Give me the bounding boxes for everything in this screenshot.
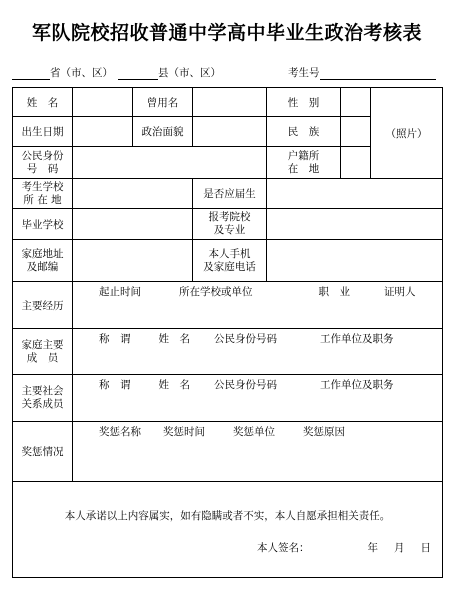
signature-month: 月 <box>394 542 405 554</box>
awards-col: 奖惩名称 <box>99 426 141 438</box>
awards-section[interactable] <box>73 422 443 482</box>
birth-label: 出生日期 <box>13 117 73 147</box>
signature-year: 年 <box>367 542 378 554</box>
province-label: 省（市、区） <box>50 67 113 79</box>
birth-field[interactable] <box>73 117 133 147</box>
huji-label: 户籍所 在 地 <box>267 147 341 179</box>
family-col: 称 谓 <box>99 333 131 345</box>
experience-col: 职 业 <box>318 286 350 298</box>
experience-label: 主要经历 <box>13 282 73 329</box>
phone-label: 本人手机 及家庭电话 <box>193 240 267 282</box>
address-label: 家庭地址 及邮编 <box>13 240 73 282</box>
experience-column-headers <box>73 282 442 299</box>
family-column-headers <box>73 329 442 346</box>
family-col: 公民身份号码 <box>214 333 277 345</box>
ethnic-field[interactable] <box>341 117 371 147</box>
phone-field[interactable] <box>267 240 443 282</box>
experience-section[interactable] <box>73 282 443 329</box>
name-label: 姓 名 <box>13 88 73 117</box>
social-label: 主要社会 关系成员 <box>13 375 73 422</box>
family-col: 工作单位及职务 <box>320 333 394 345</box>
photo-label: （照片） <box>385 127 428 140</box>
former-name-label: 曾用名 <box>133 88 193 117</box>
experience-col: 证明人 <box>384 286 416 298</box>
experience-col: 起止时间 <box>99 286 141 298</box>
awards-col: 奖惩时间 <box>163 426 205 438</box>
school-location-field[interactable] <box>73 179 193 209</box>
politics-field[interactable] <box>193 117 267 147</box>
huji-field[interactable] <box>341 147 371 179</box>
social-col: 工作单位及职务 <box>320 379 394 391</box>
politics-label: 政治面貌 <box>133 117 193 147</box>
address-field[interactable] <box>73 240 193 282</box>
awards-column-headers <box>73 422 442 439</box>
form-title: 军队院校招收普通中学高中毕业生政治考核表 <box>31 22 422 44</box>
awards-label: 奖惩情况 <box>13 422 73 482</box>
review-form-table <box>12 87 443 578</box>
social-col: 公民身份号码 <box>214 379 277 391</box>
family-label: 家庭主要 成 员 <box>13 329 73 375</box>
apply-label: 报考院校 及专业 <box>193 209 267 240</box>
photo-box[interactable] <box>371 88 443 179</box>
exam-number-field[interactable] <box>288 66 436 80</box>
signature-day: 日 <box>420 542 431 554</box>
former-name-field[interactable] <box>193 88 267 117</box>
awards-col: 奖惩单位 <box>233 426 275 438</box>
gender-label: 性 别 <box>267 88 341 117</box>
family-col: 姓 名 <box>158 333 190 345</box>
county-label: 县（市、区） <box>158 67 221 79</box>
name-field[interactable] <box>73 88 133 117</box>
graduate-school-label: 毕业学校 <box>13 209 73 240</box>
apply-field[interactable] <box>267 209 443 240</box>
fresh-graduate-label: 是否应届生 <box>193 179 267 209</box>
social-col: 称 谓 <box>99 379 131 391</box>
gender-field[interactable] <box>341 88 371 117</box>
school-location-label: 考生学校 所 在 地 <box>13 179 73 209</box>
experience-col: 所在学校或单位 <box>179 286 253 298</box>
province-field[interactable] <box>12 66 113 80</box>
promise-text: 本人承诺以上内容属实，如有隐瞒或者不实，本人自愿承担相关责任。 <box>64 510 391 522</box>
county-field[interactable] <box>118 66 221 80</box>
fresh-graduate-field[interactable] <box>267 179 443 209</box>
signature-label: 本人签名： <box>257 542 310 554</box>
family-section[interactable] <box>73 329 443 375</box>
id-number-field[interactable] <box>73 147 267 179</box>
social-section[interactable] <box>73 375 443 422</box>
social-column-headers <box>73 375 442 392</box>
social-col: 姓 名 <box>158 379 190 391</box>
graduate-school-field[interactable] <box>73 209 193 240</box>
signature-line <box>13 540 442 555</box>
exam-number-label: 考生号 <box>288 67 320 79</box>
promise-section <box>13 482 443 578</box>
id-label: 公民身份 号 码 <box>13 147 73 179</box>
awards-col: 奖惩原因 <box>303 426 345 438</box>
ethnic-label: 民 族 <box>267 117 341 147</box>
